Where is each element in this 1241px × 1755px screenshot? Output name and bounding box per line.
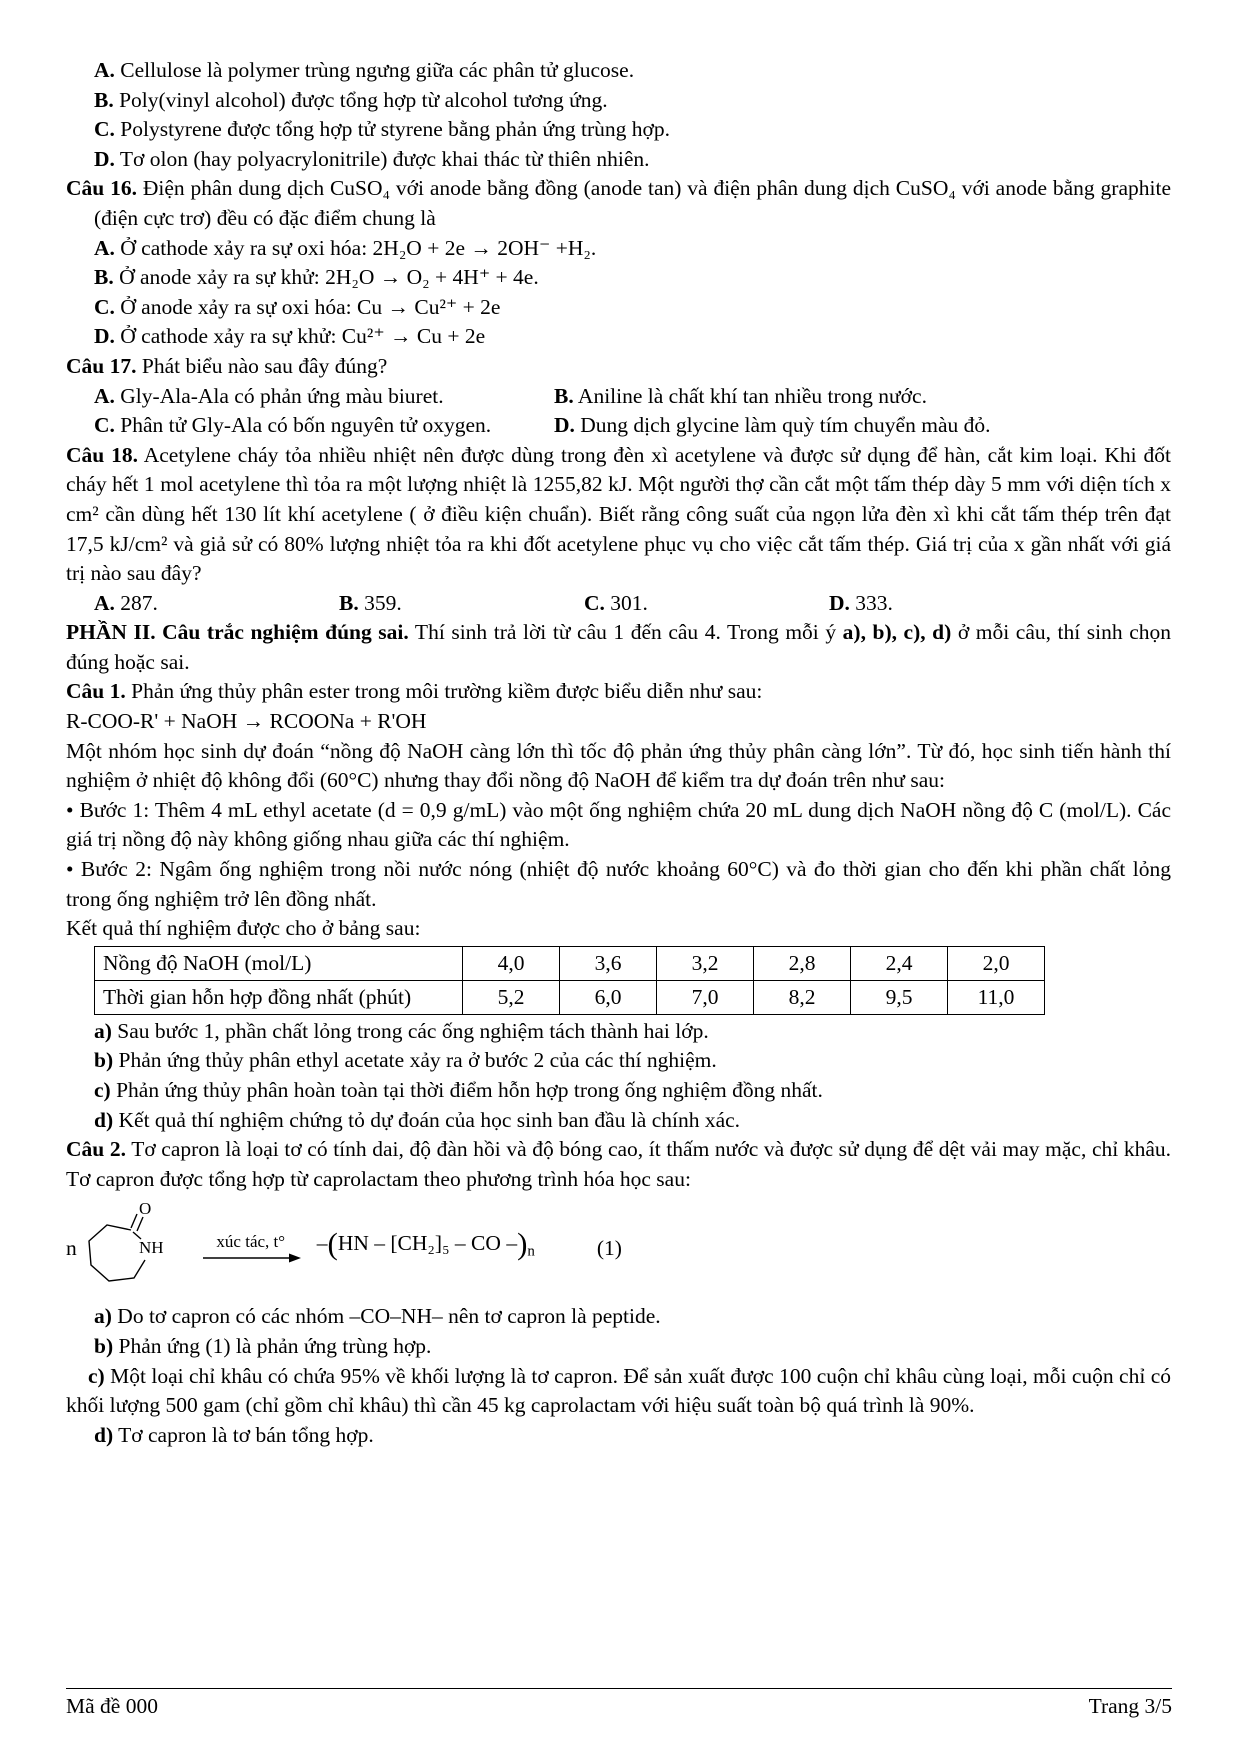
question-number: Câu 17.	[66, 353, 137, 378]
table-cell: 7,0	[657, 980, 754, 1014]
option-label: C.	[584, 590, 605, 615]
question-number: Câu 1.	[66, 679, 126, 704]
item-label: c)	[88, 1363, 105, 1388]
c1-table-intro: Kết quả thí nghiệm được cho ở bảng sau:	[66, 916, 421, 941]
table-cell: 3,2	[657, 946, 754, 980]
c1-item-d	[66, 1106, 1171, 1136]
row-header: Thời gian hỗn hợp đồng nhất (phút)	[95, 980, 463, 1014]
option-label: D.	[829, 590, 850, 615]
option-label: A.	[94, 58, 115, 82]
question-number: Câu 2.	[66, 1137, 126, 1162]
q16-option-a	[66, 234, 1171, 264]
option-text: Poly(vinyl alcohol) được tổng hợp từ alcohol tương ứng.	[119, 87, 608, 112]
item-text: Phản ứng thủy phân ethyl acetate xảy ra ở bước 2 của các thí nghiệm.	[118, 1048, 717, 1073]
page-number: Trang 3/5	[1088, 1694, 1172, 1718]
caprolactam-reaction-equation	[66, 1194, 1171, 1302]
option-text: Ở cathode xảy ra sự oxi hóa: 2H₂O + 2e → 2OH⁻ +H₂.	[120, 235, 597, 260]
option-text: 301.	[610, 590, 648, 615]
item-text: Do tơ capron có các nhóm –CO–NH– nên tơ capron là peptide.	[117, 1304, 661, 1329]
table-cell: 9,5	[851, 980, 948, 1014]
item-label: d)	[94, 1107, 114, 1132]
part2-abcd: a), b), c), d)	[842, 620, 952, 645]
question-text: Điện phân dung dịch CuSO₄ với anode bằng đồng (anode tan) và điện phân dung dịch CuSO₄ với anode bằng graphite (điện cực trơ) đều có đặc điểm chung là	[94, 176, 1171, 230]
row-header: Nồng độ NaOH (mol/L)	[95, 946, 463, 980]
option-text: Ở cathode xảy ra sự khử: Cu²⁺ → Cu + 2e	[120, 324, 486, 349]
q17-option-d	[554, 411, 1171, 441]
option-label: A.	[94, 590, 115, 615]
option-label: B.	[94, 87, 114, 112]
q18-option-c	[584, 589, 829, 619]
option-text: Ở anode xảy ra sự khử: 2H₂O → O₂ + 4H⁺ + 4e.	[119, 265, 539, 290]
item-text: Sau bước 1, phần chất lỏng trong các ống nghiệm tách thành hai lớp.	[117, 1018, 709, 1043]
c1-paragraph: Một nhóm học sinh dự đoán “nồng độ NaOH càng lớn thì tốc độ phản ứng thủy phân càng lớn”. Từ đó, học sinh tiến hành thí nghiệm ở nhiệt độ không đổi (60°C) nhưng thay đổi nồng độ NaOH để kiểm tra dự đoán trên như sau:	[66, 738, 1171, 793]
option-label: C.	[94, 294, 115, 319]
q15-option-d	[66, 145, 1171, 175]
item-label: a)	[94, 1018, 112, 1043]
c2-item-b	[66, 1332, 1171, 1362]
subscript-n: n	[527, 1243, 535, 1260]
open-paren: (	[327, 1226, 338, 1262]
option-label: B.	[554, 383, 574, 408]
option-label: A.	[94, 383, 115, 408]
repeat-unit: HN – [CH₂]₅ – CO	[337, 1231, 507, 1256]
c1-stem	[66, 677, 1171, 707]
table-cell: 11,0	[948, 980, 1045, 1014]
item-label: b)	[94, 1048, 114, 1073]
option-label: A.	[94, 235, 115, 260]
q15-option-c	[66, 115, 1171, 145]
option-text: 287.	[120, 590, 158, 615]
part2-title: PHẦN II. Câu trắc nghiệm đúng sai.	[66, 620, 409, 645]
option-text: Ở anode xảy ra sự oxi hóa: Cu → Cu²⁺ + 2e	[120, 294, 501, 319]
option-text: 359.	[364, 590, 402, 615]
question-text: Phản ứng thủy phân ester trong môi trường kiềm được biểu diễn như sau:	[131, 679, 763, 704]
exam-code: Mã đề 000	[66, 1694, 158, 1718]
c2-stem	[66, 1135, 1171, 1194]
item-text: Phản ứng thủy phân hoàn toàn tại thời điểm hỗn hợp trong ống nghiệm đồng nhất.	[116, 1078, 823, 1102]
q18-option-a	[94, 589, 339, 619]
item-text: Tơ capron là tơ bán tổng hợp.	[118, 1422, 374, 1447]
bond-dash: –	[316, 1231, 328, 1256]
option-text: Dung dịch glycine làm quỳ tím chuyển màu đỏ.	[580, 413, 991, 438]
c2-item-d	[66, 1421, 1171, 1451]
arrow-icon	[201, 1252, 301, 1264]
c1-step2: • Bước 2: Ngâm ống nghiệm trong nồi nước nóng (nhiệt độ nước khoảng 60°C) và đo thời gian cho đến khi phần chất lỏng trong ống nghiệm trở lên đồng nhất.	[66, 857, 1171, 911]
q15-option-a	[66, 56, 1171, 86]
reaction-arrow	[201, 1233, 301, 1264]
page-footer	[66, 1688, 1172, 1722]
option-text: Gly-Ala-Ala có phản ứng màu biuret.	[120, 383, 444, 408]
option-label: D.	[94, 146, 115, 171]
item-text: Phản ứng (1) là phản ứng trùng hợp.	[118, 1333, 432, 1358]
option-label: D.	[94, 324, 115, 349]
part2-header	[66, 618, 1171, 677]
table-row-time	[95, 980, 1045, 1014]
table-cell: 4,0	[463, 946, 560, 980]
table-cell: 2,8	[754, 946, 851, 980]
q17-option-c	[94, 411, 554, 441]
option-label: B.	[94, 265, 114, 290]
item-text: Kết quả thí nghiệm chứng tỏ dự đoán của học sinh ban đầu là chính xác.	[118, 1107, 741, 1132]
item-label: d)	[94, 1422, 114, 1447]
c1-hydrolysis-equation: R-COO-R' + NaOH → RCOONa + R'OH	[66, 709, 427, 734]
q16-option-d	[66, 322, 1171, 352]
q17-options-row-2	[66, 411, 1171, 441]
item-label: c)	[94, 1078, 111, 1102]
q18-options-row	[66, 589, 1171, 619]
item-label: a)	[94, 1304, 112, 1329]
part2-intro-end: ở mỗi câu, thí sinh chọn đúng hoặc sai.	[66, 620, 1171, 674]
c2-item-a	[66, 1302, 1171, 1332]
option-text: Cellulose là polymer trùng ngưng giữa các phân tử glucose.	[120, 58, 635, 82]
catalyst-label: xúc tác, t°	[216, 1231, 286, 1251]
q17-option-b	[554, 382, 1171, 412]
c2-item-c	[66, 1362, 1171, 1421]
c1-step1: • Bước 1: Thêm 4 mL ethyl acetate (d = 0,9 g/mL) vào một ống nghiệm chứa 20 mL dung dịch NaOH nồng độ C (mol/L). Các giá trị nồng độ này không giống nhau giữa các thí nghiệm.	[66, 797, 1171, 852]
table-cell: 8,2	[754, 980, 851, 1014]
q18-option-d	[829, 589, 1074, 619]
item-label: b)	[94, 1333, 114, 1358]
nh-label: NH	[138, 1238, 164, 1258]
table-cell: 5,2	[463, 980, 560, 1014]
option-text: Polystyrene được tổng hợp tử styrene bằng phản ứng trùng hợp.	[120, 117, 671, 142]
table-cell: 6,0	[560, 980, 657, 1014]
option-label: D.	[554, 413, 575, 438]
option-label: C.	[94, 117, 115, 142]
option-label: C.	[94, 413, 115, 438]
c1-item-c	[66, 1076, 1171, 1106]
c1-item-a	[66, 1017, 1171, 1047]
q17-stem	[66, 352, 1171, 382]
option-text: Phân tử Gly-Ala có bốn nguyên tử oxygen.	[120, 413, 492, 438]
question-text: Acetylene cháy tỏa nhiều nhiệt nên được dùng trong đèn xì acetylene và được sử dụng để hàn, cắt kim loại. Khi đốt cháy hết 1 mol acetylene thì tỏa ra một lượng nhiệt là 1255,82 kJ. Một người thợ cần cắt một tấm thép dày 5 mm với diện tích x cm² cần dùng hết 130 lít khí acetylene ( ở điều kiện chuẩn). Biết rằng công suất của ngọn lửa đèn xì khi cắt tấm thép trên đạt 17,5 kJ/cm² và giả sử có 80% lượng nhiệt tỏa ra khi đốt acetylene phục vụ cho việc cắt tấm thép. Giá trị của x gần nhất với giá trị nào sau đây?	[66, 442, 1171, 586]
coefficient-n: n	[66, 1235, 77, 1260]
option-text: Aniline là chất khí tan nhiều trong nước.	[577, 383, 927, 408]
table-cell: 2,0	[948, 946, 1045, 980]
experiment-results-table	[94, 946, 1045, 1015]
table-cell: 3,6	[560, 946, 657, 980]
q16-stem	[66, 174, 1171, 233]
option-text: Tơ olon (hay polyacrylonitrile) được khai thác từ thiên nhiên.	[119, 146, 650, 171]
caprolactam-ring-structure	[81, 1200, 185, 1296]
q17-option-a	[94, 382, 554, 412]
c1-item-b	[66, 1046, 1171, 1076]
polymer-product-formula	[316, 1226, 535, 1267]
part2-intro: Thí sinh trả lời từ câu 1 đến câu 4. Trong mỗi ý	[408, 620, 843, 645]
q18-option-b	[339, 589, 584, 619]
question-number: Câu 18.	[66, 442, 139, 467]
q16-option-b	[66, 263, 1171, 293]
q16-option-c	[66, 293, 1171, 323]
item-text: Một loại chỉ khâu có chứa 95% về khối lượng là tơ capron. Để sản xuất được 100 cuộn chỉ khâu cùng loại, mỗi cuộn chỉ có khối lượng 500 gam (chỉ gồm chỉ khâu) thì cần 45 kg caprolactam với hiệu suất toàn bộ quá trình là 90%.	[66, 1363, 1172, 1418]
table-cell: 2,4	[851, 946, 948, 980]
oxygen-label: O	[138, 1200, 152, 1219]
q17-options-row-1	[66, 382, 1171, 412]
question-text: Phát biểu nào sau đây đúng?	[141, 353, 388, 378]
option-label: B.	[339, 590, 359, 615]
bond-dash: –	[506, 1231, 518, 1256]
table-row-concentration	[95, 946, 1045, 980]
option-text: 333.	[855, 590, 893, 615]
q18-stem	[66, 441, 1171, 589]
equation-number: (1)	[596, 1235, 622, 1260]
question-text: Tơ capron là loại tơ có tính dai, độ đàn hồi và độ bóng cao, ít thấm nước và được sử dụng để dệt vải may mặc, chỉ khâu. Tơ capron được tổng hợp từ caprolactam theo phương trình hóa học sau:	[66, 1137, 1171, 1191]
q15-option-b	[66, 86, 1171, 116]
question-number: Câu 16.	[66, 176, 137, 201]
close-paren: )	[517, 1226, 528, 1262]
